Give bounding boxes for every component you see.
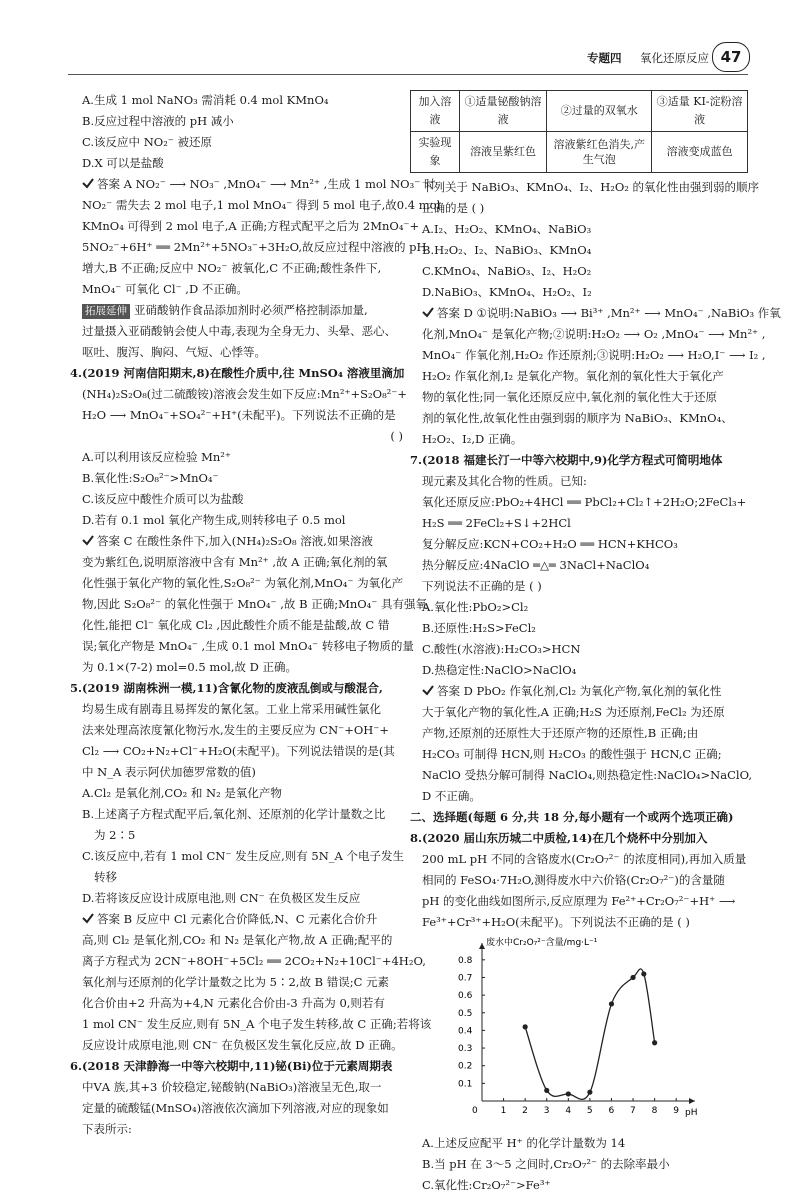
answer-line (410, 681, 748, 702)
line-text: 下列说法不正确的是 ( ) (422, 579, 542, 593)
y-axis-label: 废水中Cr₂O₇²⁻含量/mg·L⁻¹ (486, 938, 598, 948)
data-point (630, 975, 635, 980)
x-tick-label: 3 (543, 1106, 550, 1116)
text-line (410, 891, 748, 912)
data-point (566, 1091, 571, 1096)
right-text-block (410, 177, 781, 933)
text-line (70, 888, 403, 909)
text-line (70, 552, 403, 573)
text-line (410, 576, 748, 597)
text-line (410, 1175, 748, 1196)
text-line (410, 870, 748, 891)
text-line (70, 699, 403, 720)
line-text: C.氧化性:Cr₂O₇²⁻>Fe³⁺ (422, 1178, 551, 1192)
line-text: 亚硝酸钠作食品添加剂时必须严格控制添加量, (134, 303, 368, 317)
line-text: D.X 可以是盐酸 (82, 156, 164, 170)
line-text: 呕吐、腹泻、胸闷、气短、心悸等。 (82, 345, 266, 359)
text-line (410, 177, 760, 198)
text-line (410, 534, 748, 555)
x-tick-label: 2 (522, 1106, 528, 1116)
line-text: 均易生成有剧毒且易挥发的氰化氢。工业上常采用碱性氯化 (82, 702, 381, 716)
text-line (70, 1098, 403, 1119)
line-text: 6.(2018 天津静海一中等六校期中,11)铋(Bi)位于元素周期表 (70, 1059, 393, 1073)
x-tick-label: 1 (500, 1106, 507, 1116)
text-line (70, 237, 427, 258)
line-text: 剂的氧化性,故氧化性由强到弱的顺序为 NaBiO₃、KMnO₄、 (422, 411, 733, 425)
text-line (70, 594, 428, 615)
text-line (70, 384, 407, 405)
text-line (70, 342, 403, 363)
line-text: A.生成 1 mol NaNO₃ 需消耗 0.4 mol KMnO₄ (82, 93, 329, 107)
line-text: 下表所示: (82, 1122, 132, 1136)
text-line (410, 429, 748, 450)
data-point (652, 1040, 657, 1045)
text-line (70, 279, 403, 300)
line-text: ( ) (390, 429, 403, 443)
line-text: A.上述反应配平 H⁺ 的化学计量数为 14 (422, 1136, 626, 1150)
line-text: 答案 A NO₂⁻ ⟶ NO₃⁻ ,MnO₄⁻ ⟶ Mn²⁺ ,生成 1 mol NO₃⁻ 时 (97, 177, 436, 191)
line-text: 增大,B 不正确;反应中 NO₂⁻ 被氧化,C 不正确;酸性条件下, (82, 261, 382, 275)
line-text: D.NaBiO₃、KMnO₄、H₂O₂、I₂ (422, 285, 592, 299)
text-line (70, 846, 403, 867)
text-line (410, 198, 748, 219)
data-point (523, 1024, 528, 1029)
text-line (410, 219, 748, 240)
line-text: 现元素及其化合物的性质。已知: (422, 474, 587, 488)
text-line (70, 930, 403, 951)
text-line (410, 513, 748, 534)
text-line (410, 408, 748, 429)
line-text: 答案 D PbO₂ 作氧化剂,Cl₂ 为氧化产物,氧化剂的氧化性 (437, 684, 722, 698)
chart-svg (450, 933, 710, 1133)
text-line (70, 657, 403, 678)
x-tick-label: 5 (586, 1106, 593, 1116)
line-text: 物,因此 S₂O₈²⁻ 的氧化性强于 MnO₄⁻ ,故 B 正确;MnO₄⁻ 具有强氧 (82, 597, 428, 611)
question-line (70, 363, 403, 384)
page-number: 47 (712, 42, 750, 72)
line-text: H₂O₂、I₂,D 正确。 (422, 432, 523, 446)
line-text: (NH₄)₂S₂O₈(过二硫酸铵)溶液会发生如下反应:Mn²⁺+S₂O₈²⁻+ (82, 387, 407, 401)
line-text: 5NO₂⁻+6H⁺ ══ 2Mn²⁺+5NO₃⁻+3H₂O,故反应过程中溶液的 pH (82, 240, 427, 254)
text-line (70, 951, 426, 972)
text-line (70, 216, 420, 237)
text-line (410, 366, 748, 387)
text-line (410, 702, 748, 723)
origin-label: 0 (472, 1106, 478, 1116)
table-cell: ③适量 KI-淀粉溶液 (652, 91, 748, 132)
text-line (70, 258, 403, 279)
line-text: H₂O ⟶ MnO₄⁻+SO₄²⁻+H⁺(未配平)。下列说法不正确的是 (82, 408, 396, 422)
line-text: 8.(2020 届山东历城二中质检,14)在几个烧杯中分别加入 (410, 831, 708, 845)
line-text: 下列关于 NaBiO₃、KMnO₄、I₂、H₂O₂ 的氧化性由强到弱的顺序 (422, 180, 760, 194)
y-tick-label: 0.3 (458, 1044, 473, 1055)
text-line (70, 1035, 403, 1056)
table-cell: 实验现象 (411, 132, 460, 173)
text-line (410, 849, 748, 870)
text-line (410, 324, 766, 345)
answer-icon (82, 177, 94, 189)
text-line (70, 153, 403, 174)
line-text: 反应设计成原电池,则 CN⁻ 在负极区发生氧化反应,故 D 正确。 (82, 1038, 403, 1052)
line-text: 复分解反应:KCN+CO₂+H₂O ══ HCN+KHCO₃ (422, 537, 678, 551)
line-text: 法来处理高浓度氰化物污水,发生的主要反应为 CN⁻+OH⁻+ (82, 723, 390, 737)
text-line (70, 426, 403, 447)
line-text: C.该反应中酸性介质可以为盐酸 (82, 492, 244, 506)
answer-line (70, 174, 436, 195)
line-text: 5.(2019 湖南株洲一模,11)含氰化物的废液乱倒或与酸混合, (70, 681, 383, 695)
text-line (410, 765, 752, 786)
line-text: 二、选择题(每题 6 分,共 18 分,每小题有一个或两个选项正确) (410, 810, 734, 824)
text-line (410, 618, 748, 639)
text-line (70, 1077, 403, 1098)
chromium-chart (450, 933, 710, 1133)
line-text: B.当 pH 在 3～5 之间时,Cr₂O₇²⁻ 的去除率最小 (422, 1157, 670, 1171)
line-text: C.酸性(水溶液):H₂CO₃>HCN (422, 642, 581, 656)
text-line (410, 345, 766, 366)
line-text: A.可以利用该反应检验 Mn²⁺ (82, 450, 231, 464)
line-text: H₂S ══ 2FeCl₂+S↓+2HCl (422, 516, 571, 530)
text-line (410, 1154, 748, 1175)
line-text: 答案 D ①说明:NaBiO₃ ⟶ Bi³⁺ ,Mn²⁺ ⟶ MnO₄⁻ ,NaBiO₃ 作氧 (437, 306, 781, 320)
text-line (70, 489, 403, 510)
line-text: 高,则 Cl₂ 是氧化剂,CO₂ 和 N₂ 是氧化产物,故 A 正确;配平的 (82, 933, 393, 947)
text-line (70, 804, 403, 825)
line-text: D.热稳定性:NaClO>NaClO₄ (422, 663, 577, 677)
line-text: 答案 B 反应中 Cl 元素化合价降低,N、C 元素化合价升 (97, 912, 378, 926)
section-heading (410, 807, 748, 828)
line-text: 定量的硫酸锰(MnSO₄)溶液依次滴加下列溶液,对应的现象如 (82, 1101, 389, 1115)
y-tick-label: 0.8 (458, 955, 473, 966)
line-text: 200 mL pH 不同的含铬废水(Cr₂O₇²⁻ 的浓度相同),再加入质量 (422, 852, 747, 866)
text-line (70, 90, 403, 111)
answer-line (410, 303, 781, 324)
line-text: Cl₂ ⟶ CO₂+N₂+Cl⁻+H₂O(未配平)。下列说法错误的是(其 (82, 744, 395, 758)
answer-line (70, 909, 403, 930)
text-line (70, 573, 403, 594)
data-point (609, 1001, 614, 1006)
x-tick-label: 6 (608, 1106, 615, 1116)
text-line (70, 636, 414, 657)
extension-tag: 拓展延伸 (82, 304, 130, 319)
text-line (70, 825, 403, 846)
line-text: 产物,还原剂的还原性大于还原产物的还原性,B 正确;由 (422, 726, 699, 740)
line-text: H₂O₂ 作氧化剂,I₂ 是氧化产物。氧化剂的氧化性大于氧化产 (422, 369, 724, 383)
line-text: B.上述离子方程式配平后,氧化剂、还原剂的化学计量数之比 (82, 807, 386, 821)
right-column (410, 90, 781, 1196)
line-text: D.若有 0.1 mol 氧化产物生成,则转移电子 0.5 mol (82, 513, 346, 527)
line-text: 转移 (94, 870, 117, 884)
line-text: 误;氧化产物是 MnO₄⁻ ,生成 0.1 mol MnO₄⁻ 转移电子物质的量 (82, 639, 414, 653)
x-tick-label: 4 (565, 1106, 572, 1116)
experiment-table (410, 90, 748, 173)
text-line (410, 723, 748, 744)
question-line (70, 678, 403, 699)
answer-icon (422, 306, 434, 318)
text-line (70, 510, 403, 531)
line-text: 正确的是 ( ) (422, 201, 485, 215)
topic-label: 专题四 (587, 51, 622, 65)
line-text: 热分解反应:4NaClO ═△═ 3NaCl+NaClO₄ (422, 558, 650, 572)
table-cell: 溶液变成蓝色 (652, 132, 748, 173)
table-cell: ①适量铋酸钠溶液 (459, 91, 546, 132)
y-tick-label: 0.5 (458, 1008, 473, 1019)
data-point (641, 971, 646, 976)
line-text: 为 0.1×(7-2) mol=0.5 mol,故 D 正确。 (82, 660, 298, 674)
text-line (70, 993, 403, 1014)
question-line (410, 828, 748, 849)
line-text: C.该反应中,若有 1 mol CN⁻ 发生反应,则有 5N_A 个电子发生 (82, 849, 404, 863)
text-line (70, 867, 403, 888)
text-line (70, 300, 403, 321)
right-after-block (410, 1133, 748, 1196)
text-line (70, 741, 403, 762)
x-tick-label: 9 (673, 1106, 679, 1116)
line-text: NO₂⁻ 需失去 2 mol 电子,1 mol MnO₄⁻ 得到 5 mol 电子,故0.4 mol (82, 198, 441, 212)
text-line (410, 555, 748, 576)
line-text: KMnO₄ 可得到 2 mol 电子,A 正确;方程式配平之后为 2MnO₄⁻+ (82, 219, 420, 233)
line-text: 中 N_A 表示阿伏加德罗常数的值) (82, 765, 256, 779)
line-text: H₂CO₃ 可制得 HCN,则 H₂CO₃ 的酸性强于 HCN,C 正确; (422, 747, 722, 761)
text-line (70, 405, 403, 426)
line-text: 化性,能把 Cl⁻ 氧化成 Cl₂ ,因此酸性介质不能是盐酸,故 C 错 (82, 618, 390, 632)
x-tick-label: 7 (630, 1106, 636, 1116)
line-text: Fe³⁺+Cr³⁺+H₂O(未配平)。下列说法不正确的是 ( ) (422, 915, 690, 929)
line-text: 氧化还原反应:PbO₂+4HCl ══ PbCl₂+Cl₂↑+2H₂O;2FeCl₃+ (422, 495, 747, 509)
data-point (544, 1088, 549, 1093)
text-line (410, 597, 748, 618)
text-line (70, 111, 403, 132)
line-text: MnO₄⁻ 可氧化 Cl⁻ ,D 不正确。 (82, 282, 248, 296)
answer-line (70, 531, 403, 552)
line-text: 答案 C 在酸性条件下,加入(NH₄)₂S₂O₈ 溶液,如果溶液 (97, 534, 373, 548)
line-text: D.若将该反应设计成原电池,则 CN⁻ 在负极区发生反应 (82, 891, 361, 905)
data-point (587, 1090, 592, 1095)
topic-title: 氧化还原反应 (640, 51, 709, 65)
series-line (525, 969, 654, 1099)
text-line (410, 639, 748, 660)
line-text: 氧化剂与还原剂的化学计量数之比为 5∶2,故 B 错误;C 元素 (82, 975, 390, 989)
line-text: B.氧化性:S₂O₈²⁻>MnO₄⁻ (82, 471, 219, 485)
text-line (410, 1133, 748, 1154)
line-text: 变为紫红色,说明原溶液中含有 Mn²⁺ ,故 A 正确;氧化剂的氧 (82, 555, 388, 569)
line-text: 为 2∶5 (94, 828, 136, 842)
line-text: 物的氧化性;同一氧化还原反应中,氧化剂的氧化性大于还原 (422, 390, 718, 404)
page-header (0, 46, 800, 68)
text-line (70, 132, 403, 153)
x-tick-label: 8 (651, 1106, 658, 1116)
answer-icon (82, 534, 94, 546)
line-text: pH 的变化曲线如图所示,反应原理为 Fe²⁺+Cr₂O₇²⁻+H⁺ ⟶ (422, 894, 736, 908)
line-text: B.H₂O₂、I₂、NaBiO₃、KMnO₄ (422, 243, 592, 257)
line-text: B.还原性:H₂S>FeCl₂ (422, 621, 536, 635)
text-line (410, 786, 748, 807)
line-text: 离子方程式为 2CN⁻+8OH⁻+5Cl₂ ══ 2CO₂+N₂+10Cl⁻+4H₂O, (82, 954, 426, 968)
text-line (410, 261, 748, 282)
line-text: A.Cl₂ 是氧化剂,CO₂ 和 N₂ 是氧化产物 (82, 786, 282, 800)
text-line (410, 912, 748, 933)
line-text: B.反应过程中溶液的 pH 减小 (82, 114, 234, 128)
answer-icon (82, 912, 94, 924)
text-line (70, 783, 403, 804)
question-line (70, 1056, 403, 1077)
text-line (70, 468, 403, 489)
y-tick-label: 0.2 (458, 1061, 473, 1072)
line-text: 化性强于氧化产物的氧化性,S₂O₈²⁻ 为氧化剂,MnO₄⁻ 为氧化产 (82, 576, 404, 590)
text-line (70, 447, 403, 468)
line-text: A.I₂、H₂O₂、KMnO₄、NaBiO₃ (422, 222, 592, 236)
line-text: NaClO 受热分解可制得 NaClO₄,则热稳定性:NaClO₄>NaClO, (422, 768, 752, 782)
header-rule (68, 74, 748, 75)
table-cell: ②过量的双氧水 (547, 91, 652, 132)
answer-icon (422, 684, 434, 696)
text-line (70, 615, 403, 636)
line-text: 大于氧化产物的氧化性,A 正确;H₂S 为还原剂,FeCl₂ 为还原 (422, 705, 725, 719)
line-text: 中ⅤA 族,其+3 价较稳定,铋酸钠(NaBiO₃)溶液呈无色,取一 (82, 1080, 382, 1094)
line-text: C.KMnO₄、NaBiO₃、I₂、H₂O₂ (422, 264, 592, 278)
text-line (70, 972, 403, 993)
text-line (410, 492, 748, 513)
y-axis-arrow (479, 943, 485, 949)
line-text: 4.(2019 河南信阳期末,8)在酸性介质中,往 MnSO₄ 溶液里滴加 (70, 366, 405, 380)
table-cell: 加入溶液 (411, 91, 460, 132)
text-line (410, 471, 748, 492)
line-text: 1 mol CN⁻ 发生反应,则有 5N_A 个电子发生转移,故 C 正确;若将该 (82, 1017, 432, 1031)
y-tick-label: 0.6 (458, 991, 473, 1002)
table-cell: 溶液紫红色消失,产生气泡 (547, 132, 652, 173)
line-text: 相同的 FeSO₄·7H₂O,测得废水中六价铬(Cr₂O₇²⁻)的含量随 (422, 873, 725, 887)
line-text: D 不正确。 (422, 789, 481, 803)
text-line (410, 282, 748, 303)
text-line (70, 195, 441, 216)
text-line (70, 1014, 432, 1035)
y-tick-label: 0.4 (458, 1026, 473, 1037)
y-tick-label: 0.1 (458, 1079, 473, 1090)
table-cell: 溶液呈紫红色 (459, 132, 546, 173)
text-line (70, 720, 403, 741)
text-line (410, 240, 748, 261)
y-tick-label: 0.7 (458, 973, 473, 984)
text-line (410, 660, 748, 681)
text-line (410, 387, 748, 408)
line-text: 化剂,MnO₄⁻ 是氧化产物;②说明:H₂O₂ ⟶ O₂ ,MnO₄⁻ ⟶ Mn²⁺ , (422, 327, 766, 341)
x-axis-label: pH (685, 1108, 698, 1118)
text-line (70, 321, 403, 342)
text-line (70, 762, 403, 783)
line-text: 化合价由+2 升高为+4,N 元素化合价由-3 升高为 0,则若有 (82, 996, 385, 1010)
x-axis-arrow (689, 1098, 695, 1104)
text-line (70, 1119, 403, 1140)
text-line (410, 744, 748, 765)
question-line (410, 450, 748, 471)
line-text: 过量摄入亚硝酸钠会使人中毒,表现为全身无力、头晕、恶心、 (82, 324, 397, 338)
line-text: A.氧化性:PbO₂>Cl₂ (422, 600, 529, 614)
line-text: 7.(2018 福建长汀一中等六校期中,9)化学方程式可简明地体 (410, 453, 723, 467)
line-text: C.该反应中 NO₂⁻ 被还原 (82, 135, 213, 149)
line-text: MnO₄⁻ 作氧化剂,H₂O₂ 作还原剂;③说明:H₂O₂ ⟶ H₂O,I⁻ ⟶ I₂ , (422, 348, 766, 362)
